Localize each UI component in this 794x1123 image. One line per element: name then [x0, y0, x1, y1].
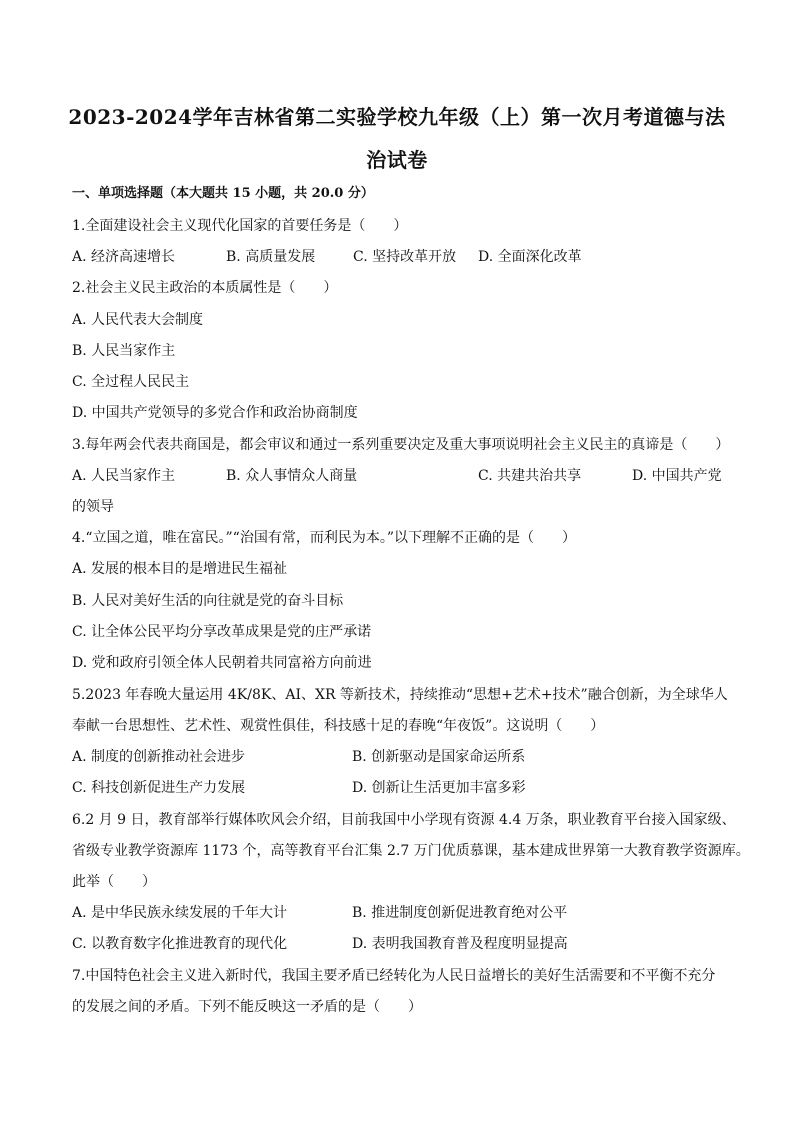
question-3-option-d-continued: 的领导 — [72, 499, 114, 515]
question-6-option-a: A. 是中华民族永续发展的千年大计 — [72, 905, 288, 921]
question-2-option-d: D. 中国共产党领导的多党合作和政治协商制度 — [72, 405, 358, 421]
question-5-option-d: D. 创新让生活更加丰富多彩 — [352, 780, 526, 796]
question-6-option-b: B. 推进制度创新促进教育绝对公平 — [352, 905, 568, 921]
question-4-option-a: A. 发展的根本目的是增进民生福祉 — [72, 561, 288, 577]
exam-title-line-2: 治试卷 — [366, 148, 428, 172]
section-heading: 一、单项选择题（本大题共 15 小题，共 20.0 分） — [72, 186, 374, 201]
question-3-option-d: D. 中国共产党 — [632, 468, 722, 484]
question-6-stem-line-1: 6.2 月 9 日，教育部举行媒体吹风会介绍，目前我国中小学现有资源 4.4 万条，职业教育平台接入国家级、 — [72, 812, 736, 828]
question-3-option-b: B. 众人事情众人商量 — [226, 468, 358, 484]
question-5-option-b: B. 创新驱动是国家命运所系 — [352, 749, 526, 765]
question-6-stem-line-3: 此举（ ） — [72, 874, 156, 890]
exam-title-line-1: 2023-2024学年吉林省第二实验学校九年级（上）第一次月考道德与法 — [68, 105, 726, 129]
question-6-option-c: C. 以教育数字化推进教育的现代化 — [72, 936, 288, 952]
question-1-option-b: B. 高质量发展 — [226, 249, 316, 265]
question-1-stem: 1.全面建设社会主义现代化国家的首要任务是（ ） — [72, 218, 408, 234]
question-3-option-a: A. 人民当家作主 — [72, 468, 176, 484]
question-2-option-b: B. 人民当家作主 — [72, 343, 176, 359]
question-4-option-c: C. 让全体公民平均分享改革成果是党的庄严承诺 — [72, 624, 372, 640]
question-2-option-c: C. 全过程人民民主 — [72, 374, 190, 390]
question-1-option-a: A. 经济高速增长 — [72, 249, 176, 265]
question-4-option-d: D. 党和政府引领全体人民朝着共同富裕方向前进 — [72, 655, 372, 671]
question-1-option-c: C. 坚持改革开放 — [353, 249, 457, 265]
question-6-stem-line-2: 省级专业教学资源库 1173 个，高等教育平台汇集 2.7 万门优质慕课，基本建成世界第一大教育教学资源库。 — [72, 843, 750, 859]
question-2-option-a: A. 人民代表大会制度 — [72, 312, 204, 328]
question-5-option-c: C. 科技创新促进生产力发展 — [72, 780, 246, 796]
question-5-stem-line-1: 5.2023 年春晚大量运用 4K/8K、AI、XR 等新技术，持续推动“思想+艺术+技术”融合创新，为全球华人 — [72, 687, 728, 703]
question-4-option-b: B. 人民对美好生活的向往就是党的奋斗目标 — [72, 593, 344, 609]
question-7-stem-line-1: 7.中国特色社会主义进入新时代，我国主要矛盾已经转化为人民日益增长的美好生活需要和不平衡不充分 — [72, 968, 716, 984]
question-5-option-a: A. 制度的创新推动社会进步 — [72, 749, 246, 765]
question-4-stem: 4.“立国之道，唯在富民。”“治国有常，而利民为本。”以下理解不正确的是（ ） — [72, 530, 576, 546]
question-2-stem: 2.社会主义民主政治的本质属性是（ ） — [72, 280, 338, 296]
question-3-option-c: C. 共建共治共享 — [478, 468, 582, 484]
question-5-stem-line-2: 奉献一台思想性、艺术性、观赏性俱佳，科技感十足的春晚“年夜饭”。这说明（ ） — [72, 718, 605, 734]
question-3-stem: 3.每年两会代表共商国是，都会审议和通过一系列重要决定及重大事项说明社会主义民主的真谛是（ ） — [72, 437, 730, 453]
question-6-option-d: D. 表明我国教育普及程度明显提高 — [352, 936, 568, 952]
question-1-option-d: D. 全面深化改革 — [478, 249, 582, 265]
question-7-stem-line-2: 的发展之间的矛盾。下列不能反映这一矛盾的是（ ） — [72, 999, 422, 1015]
